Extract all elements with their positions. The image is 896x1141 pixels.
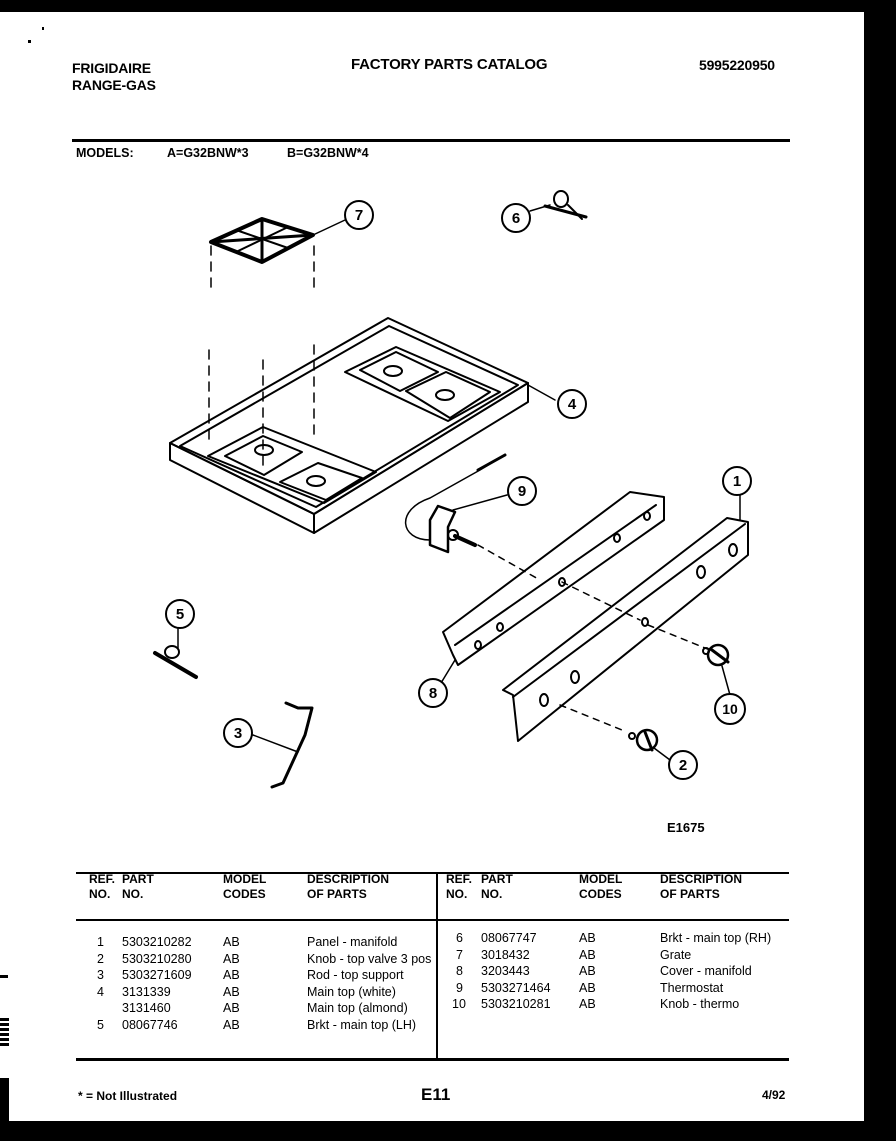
table-row [89, 1000, 431, 1017]
model-a: A=G32BNW*3 [167, 146, 249, 160]
svg-text:2: 2 [678, 757, 688, 774]
catalog-title: FACTORY PARTS CATALOG [351, 56, 548, 73]
model-codes: AB [579, 931, 596, 945]
parts-table-right [446, 872, 771, 1013]
main-top-illustration [170, 318, 555, 533]
knob-top-valve-illustration [629, 730, 670, 760]
model-codes: AB [223, 1017, 240, 1032]
panel-manifold-illustration [503, 495, 748, 741]
description: Panel - manifold [307, 935, 398, 949]
header-ref-2: NO. [446, 887, 468, 901]
model-codes: AB [223, 1001, 240, 1015]
svg-text:8: 8 [428, 685, 438, 702]
bracket-rh-illustration [530, 191, 586, 219]
header-part-2: NO. [122, 887, 144, 901]
svg-text:6: 6 [511, 210, 521, 227]
ref-no: 6 [456, 931, 463, 945]
footnote: * = Not Illustrated [78, 1089, 178, 1103]
table-row [89, 934, 431, 951]
ref-no: 5 [97, 1017, 104, 1032]
header-part: PART [481, 872, 513, 886]
header-description-2: OF PARTS [307, 887, 367, 901]
scan-artifact [0, 975, 8, 978]
svg-text:4: 4 [567, 396, 577, 413]
model-codes: AB [223, 951, 240, 966]
scan-artifact [42, 27, 44, 30]
part-no: 5303210281 [481, 997, 551, 1011]
part-no: 5303210282 [122, 935, 192, 949]
thermostat-illustration [406, 455, 540, 580]
ref-no: 7 [456, 947, 463, 962]
svg-text:10: 10 [722, 701, 738, 717]
description: Grate [660, 947, 692, 962]
catalog-number: 5995220950 [699, 57, 775, 73]
ref-no: 4 [97, 984, 104, 999]
table-header-row [446, 872, 771, 920]
ref-no: 10 [452, 997, 466, 1011]
table-row [89, 1017, 431, 1034]
table-header-row [89, 872, 431, 920]
table-column-divider [436, 872, 438, 1058]
table-row [89, 984, 431, 1001]
cover-manifold-illustration [441, 492, 664, 683]
table-row [446, 963, 771, 980]
table-row [446, 930, 771, 947]
part-no: 3203443 [481, 964, 530, 978]
models-label: MODELS: [76, 146, 134, 160]
model-codes: AB [223, 935, 240, 949]
svg-text:3: 3 [233, 725, 243, 742]
table-row [446, 980, 771, 997]
header-model-2: CODES [223, 887, 266, 901]
diagram-code: E1675 [667, 820, 705, 835]
table-row [89, 967, 431, 984]
header-description: DESCRIPTION [660, 872, 743, 886]
header-ref: REF. [89, 872, 116, 886]
header-ref: REF. [446, 872, 473, 886]
header-part-2: NO. [481, 887, 503, 901]
parts-table-left [89, 872, 431, 1033]
ref-no: 9 [456, 980, 463, 995]
ref-no [89, 1000, 122, 1017]
part-no: 08067747 [481, 931, 537, 945]
header-description: DESCRIPTION [307, 872, 390, 886]
description: Rod - top support [307, 968, 404, 982]
table-row [89, 951, 431, 968]
description: Main top (white) [307, 984, 396, 999]
table-row [446, 996, 771, 1013]
model-codes: AB [579, 964, 596, 978]
product-type: RANGE-GAS [72, 77, 156, 93]
part-no: 08067746 [122, 1017, 178, 1032]
svg-text:7: 7 [354, 207, 364, 224]
header-ref-2: NO. [89, 887, 111, 901]
model-codes: AB [579, 997, 596, 1011]
description: Brkt - main top (LH) [307, 1017, 417, 1032]
table-bottom-rule [76, 1058, 789, 1061]
header-model: MODEL [579, 872, 623, 886]
revision-date: 4/92 [762, 1088, 786, 1102]
description: Thermostat [660, 980, 724, 995]
header-part: PART [122, 872, 154, 886]
page-number: E11 [421, 1085, 451, 1104]
part-no: 5303271464 [481, 980, 551, 995]
knob-thermo-illustration [703, 645, 730, 695]
ref-no: 2 [97, 951, 104, 966]
model-b: B=G32BNW*4 [287, 146, 369, 160]
header-description-2: OF PARTS [660, 887, 720, 901]
scan-artifact [0, 1078, 9, 1121]
part-no: 3131339 [122, 984, 171, 999]
part-no: 3131460 [122, 1001, 171, 1015]
scan-artifact [28, 40, 31, 43]
description: Brkt - main top (RH) [660, 931, 772, 945]
part-no: 5303271609 [122, 968, 192, 982]
part-no: 5303210280 [122, 951, 192, 966]
svg-text:1: 1 [732, 473, 742, 490]
brand-name: FRIGIDAIRE [72, 60, 151, 76]
model-codes: AB [579, 947, 596, 962]
svg-text:5: 5 [175, 606, 185, 623]
bracket-lh-illustration [155, 629, 196, 677]
description: Knob - thermo [660, 997, 740, 1011]
ref-no: 3 [97, 968, 104, 982]
table-row [446, 947, 771, 964]
grate-illustration [211, 219, 345, 262]
model-codes: AB [579, 980, 596, 995]
model-codes: AB [223, 984, 240, 999]
ref-no: 1 [97, 935, 104, 949]
description: Knob - top valve 3 pos [307, 951, 432, 966]
scan-artifact [0, 1018, 9, 1048]
description: Cover - manifold [660, 964, 752, 978]
model-codes: AB [223, 968, 240, 982]
header-model: MODEL [223, 872, 267, 886]
ref-no: 8 [456, 964, 463, 978]
description: Main top (almond) [307, 1001, 408, 1015]
rod-illustration [253, 703, 312, 787]
svg-text:9: 9 [517, 483, 527, 500]
part-no: 3018432 [481, 947, 530, 962]
header-model-2: CODES [579, 887, 622, 901]
